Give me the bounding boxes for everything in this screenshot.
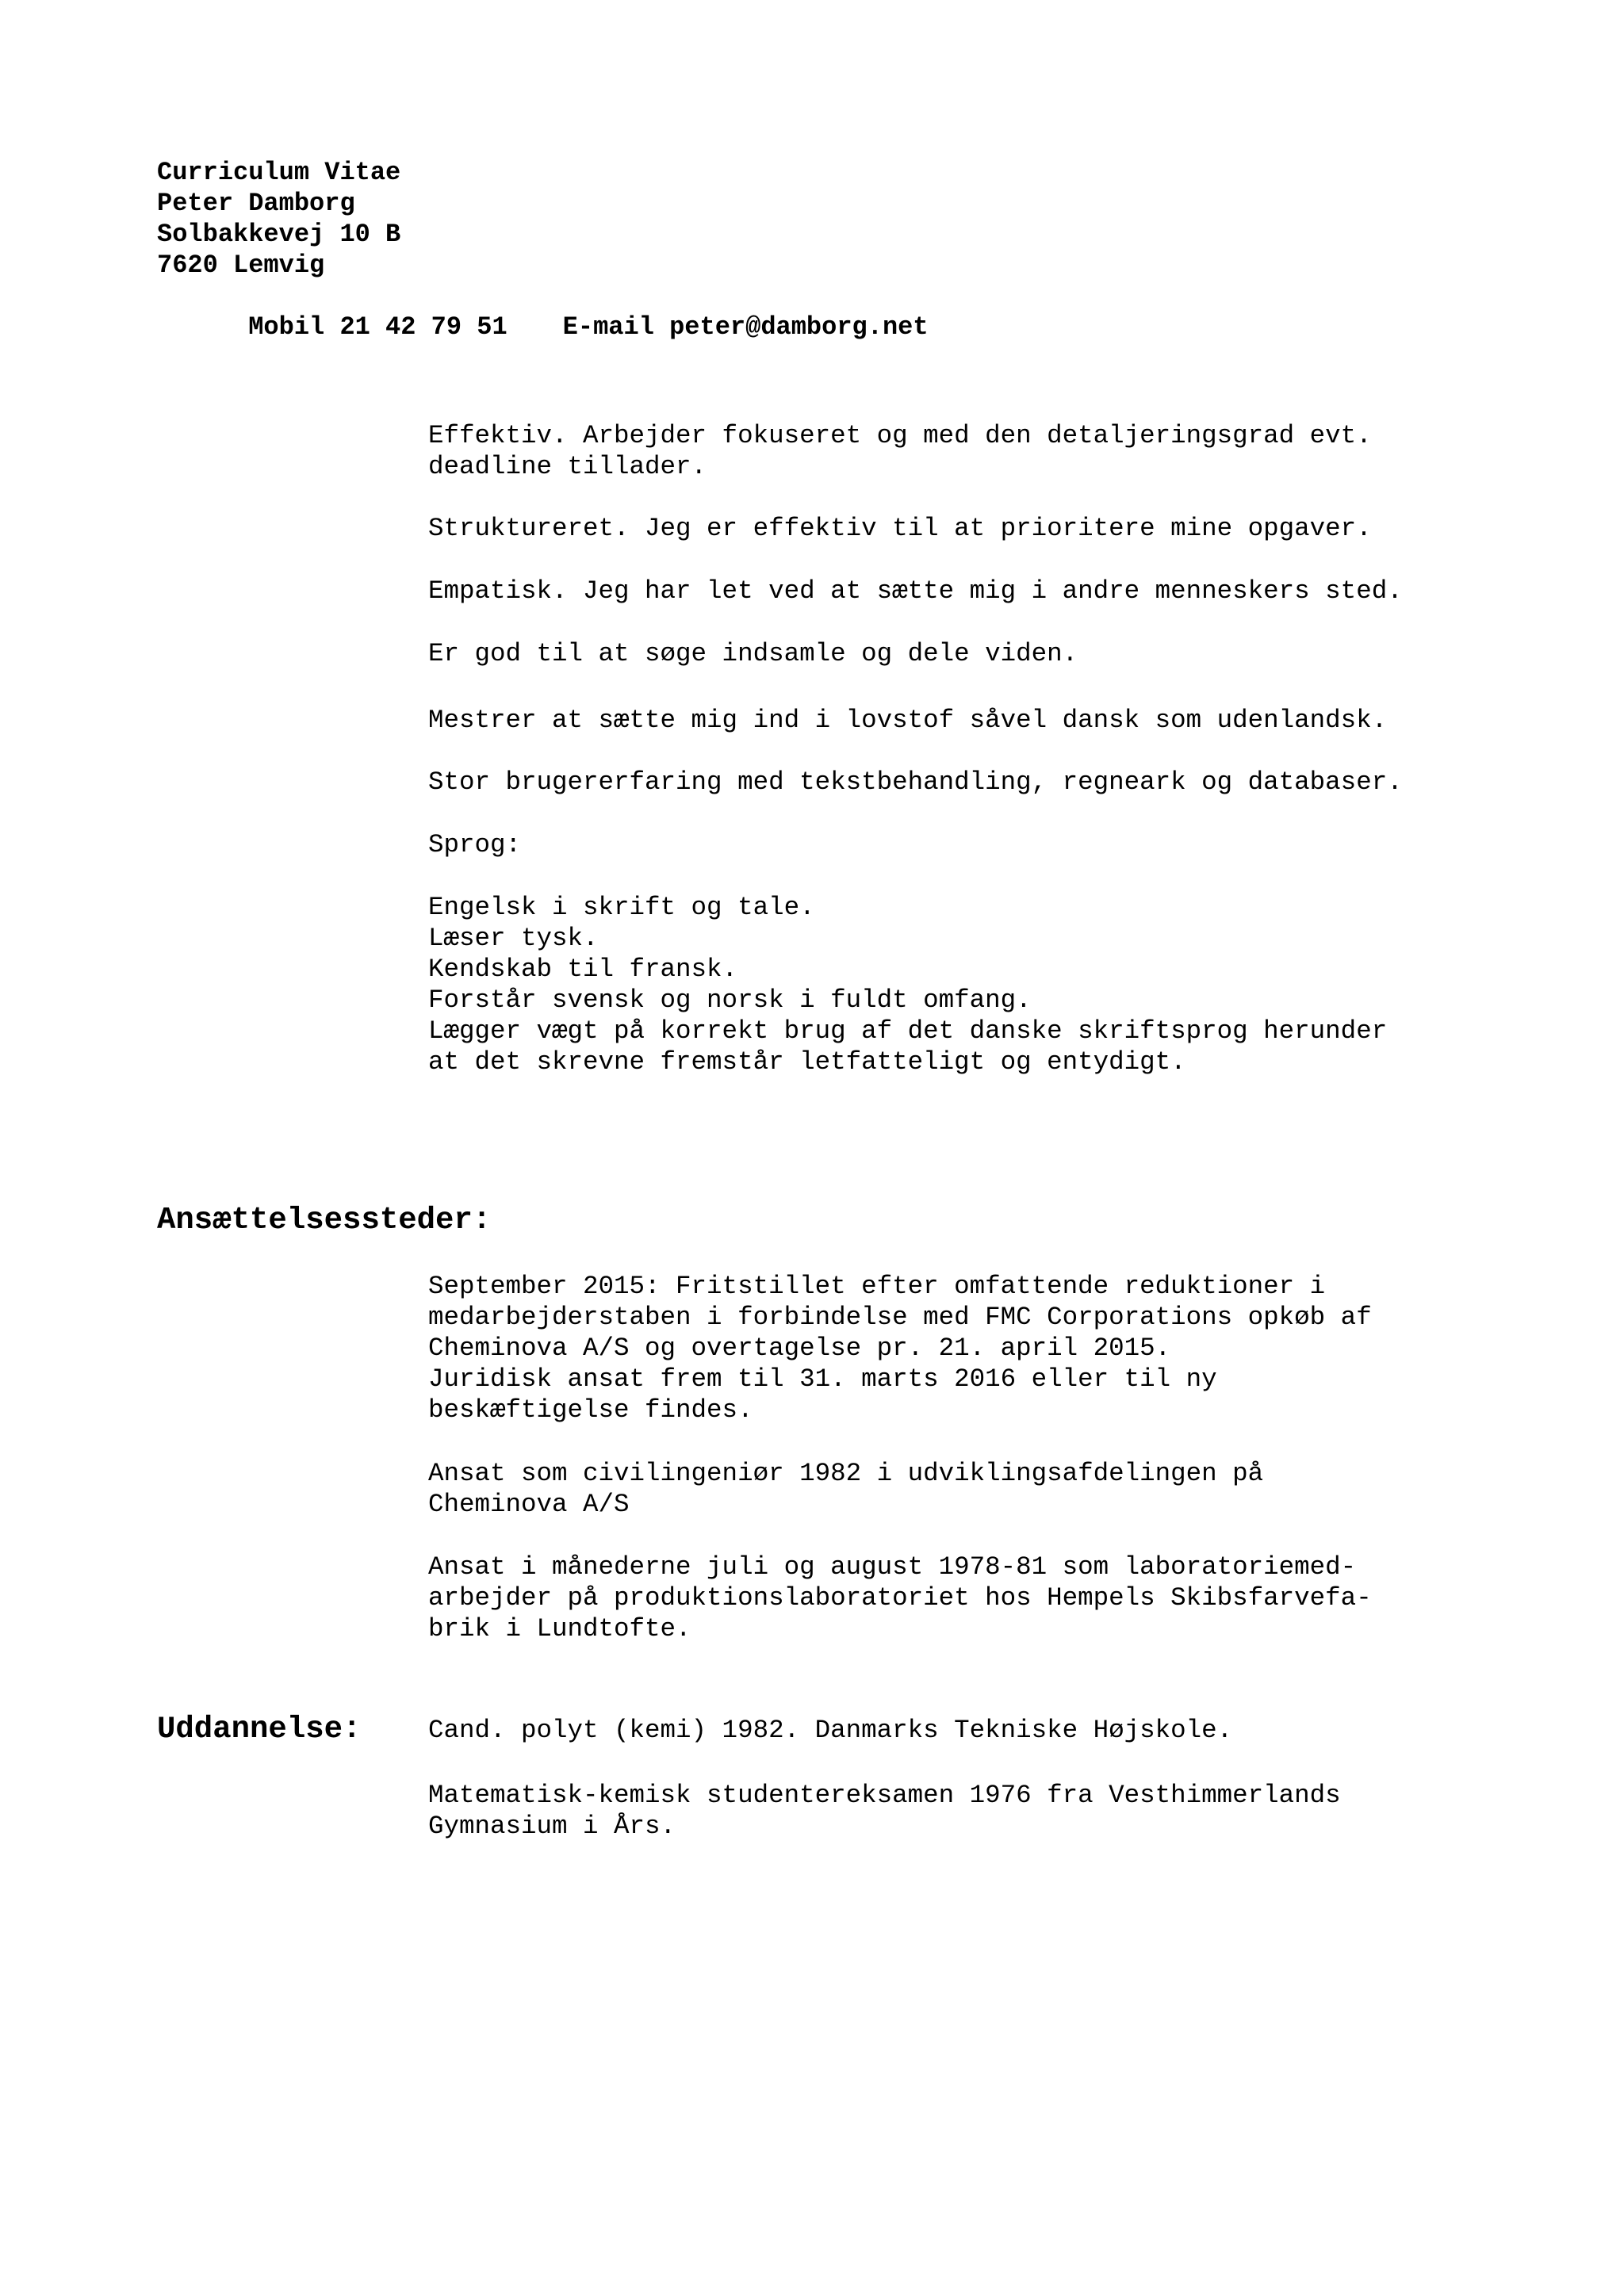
employment-line: Cheminova A/S — [428, 1490, 630, 1519]
profile-viden-block — [428, 638, 1554, 669]
employment-line: arbejder på produktionslaboratoriet hos Hempels Skibsfarvefa- — [428, 1583, 1372, 1613]
profile-section — [428, 420, 1554, 482]
profile-lovstof: Mestrer at sætte mig ind i lovstof såvel dansk som udenlandsk. — [428, 706, 1388, 735]
profile-bruger-block — [428, 767, 1554, 798]
employment-line: Juridisk ansat frem til 31. marts 2016 eller til ny — [428, 1364, 1217, 1394]
sprog-line: Lægger vægt på korrekt brug af det danske skriftsprog herunder — [428, 1016, 1388, 1046]
contact-row — [157, 281, 929, 373]
profile-viden: Er god til at søge indsamle og dele viden. — [428, 639, 1078, 668]
profile-bruger: Stor brugererfaring med tekstbehandling, regneark og databaser. — [428, 767, 1403, 797]
education-line: Gymnasium i Års. — [428, 1812, 676, 1841]
employment-line: Ansat i månederne juli og august 1978-81 som laboratoriemed- — [428, 1552, 1357, 1582]
employment-entry-1 — [428, 1271, 1554, 1425]
city-address: 7620 Lemvig — [157, 251, 325, 280]
sprog-label: Sprog: — [428, 830, 522, 859]
profile-empatisk: Empatisk. Jeg har let ved at sætte mig i andre menneskers sted. — [428, 576, 1403, 606]
profile-empatisk-block — [428, 576, 1554, 607]
employment-line: Ansat som civilingeniør 1982 i udviklingsafdelingen på — [428, 1459, 1264, 1488]
employment-line: brik i Lundtofte. — [428, 1614, 691, 1644]
sprog-line: Forstår svensk og norsk i fuldt omfang. — [428, 985, 1032, 1015]
sprog-line: Læser tysk. — [428, 924, 599, 953]
profile-struktureret: Struktureret. Jeg er effektiv til at prioritere mine opgaver. — [428, 514, 1372, 543]
employment-line: beskæftigelse findes. — [428, 1395, 753, 1425]
employment-entry-3 — [428, 1552, 1554, 1644]
profile-struktureret-block — [428, 513, 1554, 544]
employment-heading: Ansættelsessteder: — [157, 1203, 492, 1238]
sprog-list — [428, 892, 1554, 1077]
sprog-line: Kendskab til fransk. — [428, 955, 738, 984]
cv-title: Curriculum Vitae — [157, 158, 401, 187]
phone-number: Mobil 21 42 79 51 — [248, 312, 508, 342]
profile-effektiv-line-1: Effektiv. Arbejder fokuseret og med den detaljeringsgrad evt. — [428, 421, 1372, 450]
employment-line: September 2015: Fritstillet efter omfattende reduktioner i — [428, 1272, 1326, 1301]
education-entry-1 — [428, 1715, 1554, 1746]
sprog-line: at det skrevne fremstår letfatteligt og entydigt. — [428, 1047, 1186, 1077]
education-heading: Uddannelse: — [157, 1712, 362, 1747]
education-line: Cand. polyt (kemi) 1982. Danmarks Tekniske Højskole. — [428, 1716, 1233, 1745]
sprog-label-block — [428, 829, 1554, 860]
street-address: Solbakkevej 10 B — [157, 220, 401, 249]
email-address: E-mail peter@damborg.net — [562, 312, 929, 342]
cv-header — [157, 157, 929, 373]
profile-effektiv-line-2: deadline tillader. — [428, 452, 707, 481]
education-line: Matematisk-kemisk studentereksamen 1976 fra Vesthimmerlands — [428, 1781, 1341, 1810]
person-name: Peter Damborg — [157, 189, 355, 218]
profile-lovstof-block — [428, 705, 1554, 736]
employment-entry-2 — [428, 1458, 1554, 1520]
education-entry-2 — [428, 1780, 1554, 1842]
employment-line: Cheminova A/S og overtagelse pr. 21. april 2015. — [428, 1334, 1171, 1363]
employment-line: medarbejderstaben i forbindelse med FMC Corporations opkøb af — [428, 1303, 1372, 1332]
sprog-line: Engelsk i skrift og tale. — [428, 893, 815, 922]
